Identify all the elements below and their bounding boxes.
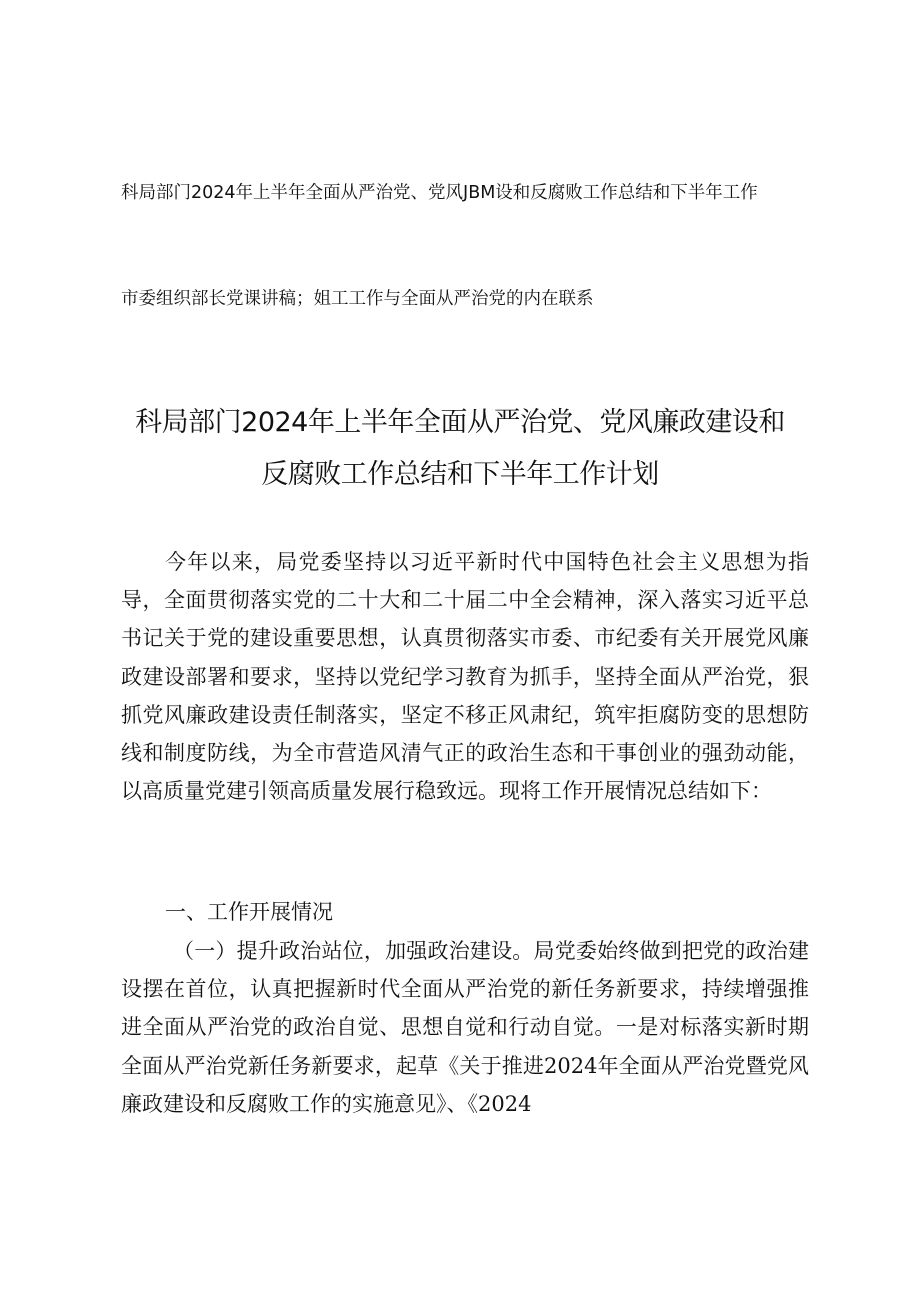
toc-entry-party-lecture: 市委组织部长党课讲稿；姐工工作与全面从严治党的内在联系 [121, 289, 594, 309]
body-paragraph: （一）提升政治站位，加强政治建设。局党委始终做到把党的政治建设摆在首位，认真把握新时代全面从严治党的新任务新要求，持续增强推进全面从严治党的政治自觉、思想自觉和行动自觉。一是对标落实新时期全面从严治党新任务新要求，起草《关于推进2024年全面从严治党暨党风廉政建设和反腐败工作的实施意见》、《2024 [121, 939, 809, 1116]
document-title-line-1: 科局部门2024年上半年全面从严治党、党风廉政建设和 [135, 407, 785, 438]
intro-paragraph: 今年以来，局党委坚持以习近平新时代中国特色社会主义思想为指导，全面贯彻落实党的二十大和二十届二中全会精神，深入落实习近平总书记关于党的建设重要思想，认真贯彻落实市委、市纪委有关开展党风廉政建设部署和要求，坚持以党纪学习教育为抓手，坚持全面从严治党，狠抓党风廉政建设责任制落实，坚定不移正风肃纪，筑牢拒腐防变的思想防线和制度防线，为全市营造风清气正的政治生态和干事创业的强劲动能，以高质量党建引领高质量发展行稳致远。现将工作开展情况总结如下： [121, 550, 809, 804]
document-title-line-2: 反腐败工作总结和下半年工作计划 [261, 459, 659, 490]
toc-entry-work-summary: 科局部门2024年上半年全面从严治党、党风JBM设和反腐败工作总结和下半年工作 [121, 183, 758, 203]
section-heading: 一、工作开展情况 [165, 900, 333, 924]
